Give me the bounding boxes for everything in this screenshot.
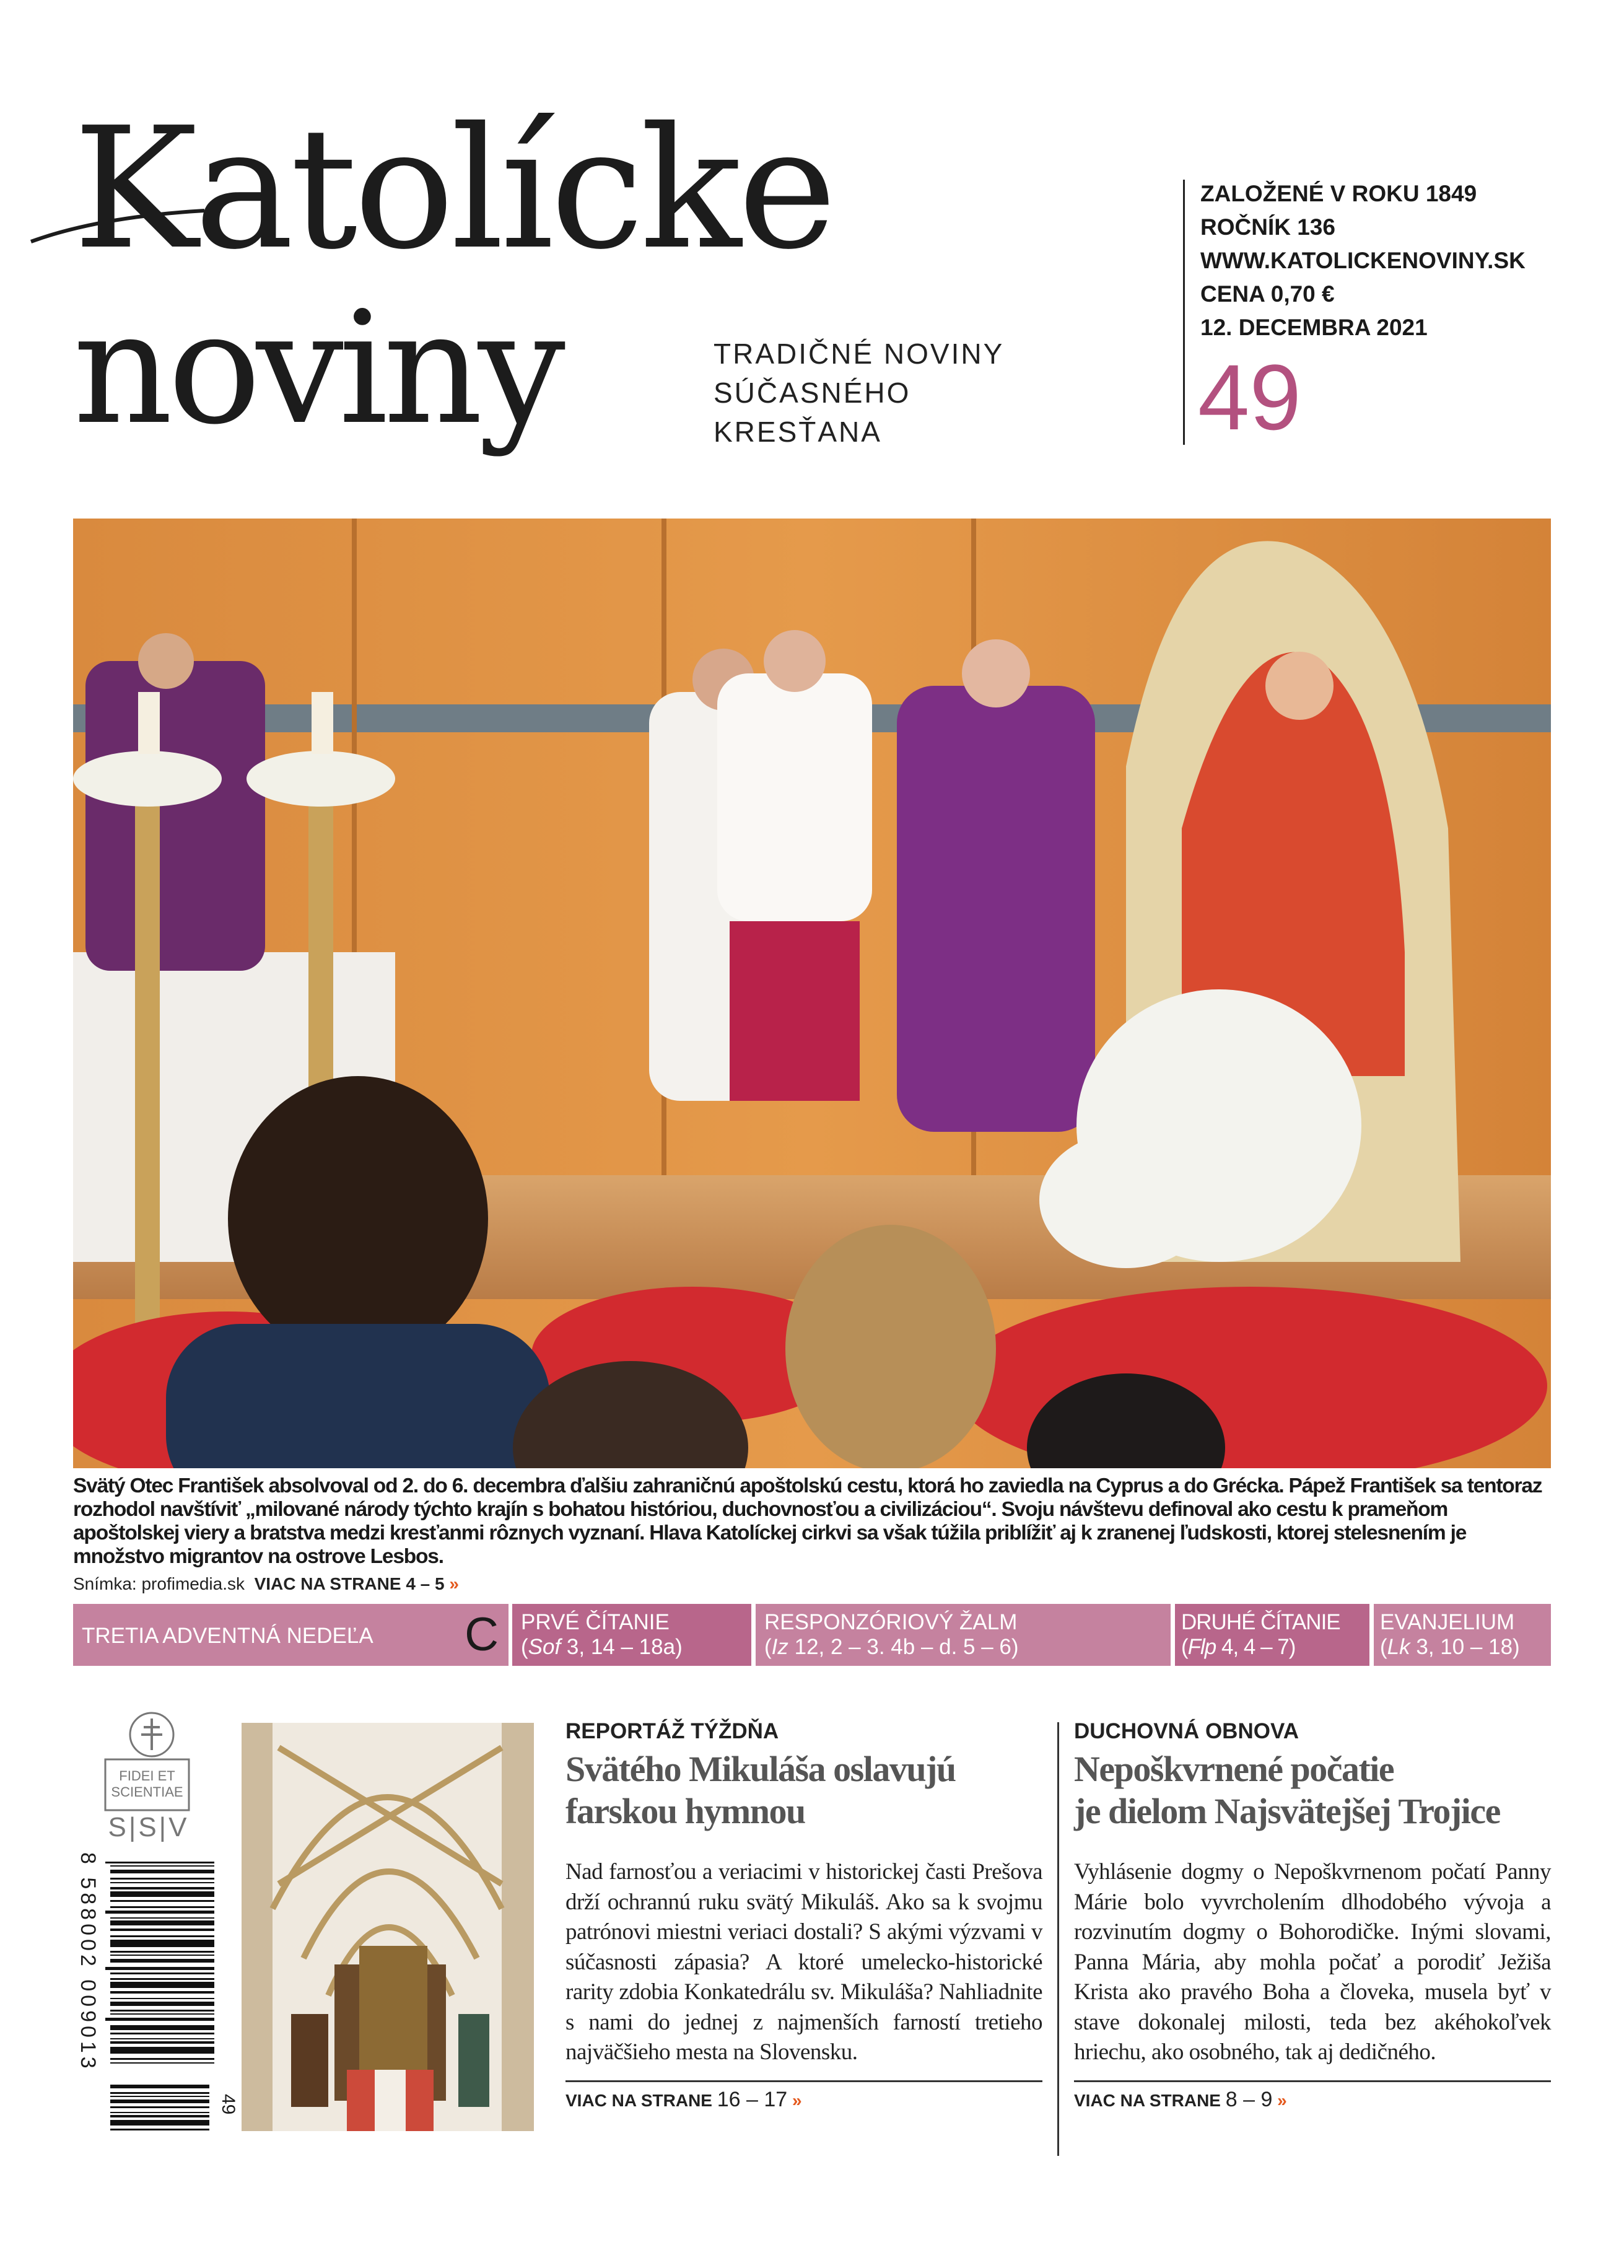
article-kicker: DUCHOVNÁ OBNOVA [1074,1719,1299,1743]
chevron-right-icon: » [1277,2090,1287,2110]
more-pages: 8 – 9 [1225,2087,1273,2111]
barcode-bar [110,1891,214,1897]
barcode-bar [110,2106,209,2108]
reading-book: Lk [1387,1635,1410,1659]
cover-caption: Svätý Otec František absolvoval od 2. do 6. decembra ďalšiu zahraničnú apoštolskú cestu, ktorá ho zaviedla na Cyprus a do Grécka. Pápež František sa tentoraz rozhodol navštíviť „milované národy týchto krajín s bohatou históriou, duchovnosťou a civilizáciou“. Svoju návštevu definoval ako cestu k prameňom apoštolskej viery a bratstva medzi kresťanmi rôznych vyznaní. Hlava Katolíckej cirkvi sa však túžila priblížiť aj k zranenej ľudskosti, ktorej stelesnením je množstvo migrantov na ostrove Lesbos. [73,1474,1542,1568]
article-2-more-link[interactable] [1074,2087,1551,2113]
headline-line: je dielom Najsvätejšej Trojice [1074,1791,1500,1831]
barcode-bar [105,1862,214,1863]
column-divider [1057,1722,1059,2156]
tagline-line: SÚČASNÉHO [714,377,911,409]
article-body: Vyhlásenie dogmy o Nepoškvrnenom počatí Panny Márie bolo vyvrcholením dlhodobého vývoja a rozvinutím dogmy o Bohorodičke. Inými slovami, Panna Mária, aby mohla počať a porodiť Ježiša Krista ako pravého Boha a človeka, musela byť v stave dokonalej milosti, teda bez akéhokoľvek hriechu, ako osobného, tak aj dedičného. [1074,1859,1551,2065]
cathedral-photo [242,1723,534,2131]
barcode-bar [110,1878,214,1880]
barcode-bar [110,1982,214,1988]
article-2 [1074,1719,1551,2113]
barcode-bar [110,1920,214,1925]
barcode-bar [110,1940,214,1947]
publisher-seal [99,1710,198,1843]
reading-label: EVANJELIUM [1380,1610,1515,1634]
reading-label: PRVÉ ČÍTANIE [521,1610,670,1634]
barcode-digits-wrap [74,1852,99,2125]
barcode-addon: 49 [218,2094,238,2115]
barcode-bar [110,1900,214,1902]
cover-photo [73,519,1551,1468]
barcode-bar [105,1911,214,1914]
tagline [714,335,1004,452]
barcode-bar [110,1951,214,1953]
rule [565,2080,1042,2082]
barcode-bar [110,2010,214,2012]
barcode-bar [110,1998,214,1999]
divider [1183,180,1185,445]
reading-gospel: EVANJELIUM (Lk 3, 10 – 18) [1374,1604,1551,1666]
reading-book: Iz [771,1635,788,1659]
barcode-bar [110,2112,209,2113]
barcode-bar [110,1935,214,1937]
barcode-bar [110,1959,214,1963]
more-label: VIAC NA STRANE [1074,2090,1221,2110]
price-text: CENA 0,70 € [1200,281,1335,307]
barcode-bar [110,1978,214,1980]
barcode-bar [110,2041,214,2044]
tagline-line: TRADIČNÉ NOVINY [714,338,1005,370]
chevron-right-icon: » [449,1574,459,1593]
article-headline[interactable] [565,1748,1042,1832]
barcode-bar [110,1929,214,1931]
credit-text: Snímka: profimedia.sk [73,1574,245,1593]
barcode-addon-wrap [218,2094,238,2131]
sunday-segment [73,1604,509,1666]
reading-ref: 4, 4 – 7 [1216,1635,1289,1659]
reading-book: Sof [528,1635,561,1659]
headline-line: Nepoškvrnené počatie [1074,1749,1394,1789]
barcode-bar [110,2129,209,2130]
barcode-bar [110,1865,214,1867]
headline-line: farskou hymnou [565,1791,805,1831]
seal-text: FIDEI ET [119,1768,175,1784]
barcode-bar [105,2018,214,2021]
article-1-more-link[interactable] [565,2087,1042,2113]
barcode-bar [110,2120,209,2126]
liturgical-cycle: C [465,1608,499,1661]
seal-letters: S|S|V [108,1812,190,1842]
founded-text: ZALOŽENÉ V ROKU 1849 [1200,181,1477,206]
reading-first: PRVÉ ČÍTANIE (Sof 3, 14 – 18a) [512,1604,751,1666]
volume-text: ROČNÍK 136 [1200,214,1335,240]
barcode-bar [110,2002,214,2006]
barcode-bar [110,2058,214,2060]
barcode-bar [110,1870,214,1873]
website-link[interactable]: WWW.KATOLICKENOVINY.SK [1200,248,1526,273]
article-body: Nad farnosťou a veriacimi v historickej časti Prešova drží ochrannú ruku svätý Mikuláš. Ako sa k svojmu patrónovi miestni veriaci dostali? S akými výzvami v súčasnosti zápasia? A ktoré umelecko-historické rarity zdobia Konkatedrálu sv. Mikuláša? Nahliadnite s nami do jednej z najmenších farností tretieho najväčšieho mesta na Slovensku. [565,1859,1042,2065]
masthead-info [1200,177,1526,344]
tagline-line: KRESŤANA [714,416,882,448]
more-pages: 16 – 17 [717,2087,788,2111]
sunday-label: TRETIA ADVENTNÁ NEDEĽA [82,1624,373,1648]
barcode-bar [110,2085,209,2088]
reading-label: DRUHÉ ČÍTANIE [1181,1610,1340,1634]
reading-label: RESPONZÓRIOVÝ ŽALM [764,1610,1018,1634]
barcode-bar [110,2013,214,2015]
barcode [105,1862,214,2131]
barcode-bar [110,2033,214,2034]
barcode-bar [110,1955,214,1956]
issue-number: 49 [1198,345,1301,449]
masthead-title-line2: noviny [73,278,561,458]
barcode-bar [110,2038,214,2039]
barcode-bar [110,1887,214,1889]
headline-line: Svätého Mikuláša oslavujú [565,1749,956,1789]
reading-book: Flp [1187,1635,1216,1659]
photo-credit [73,1574,459,1595]
cover-more-link[interactable]: VIAC NA STRANE 4 – 5 [254,1574,445,1593]
barcode-bar [110,1917,214,1919]
reading-ref: 12, 2 – 3. 4b – d. 5 – 6 [788,1635,1011,1659]
logo-swash-icon [25,204,211,254]
article-1 [565,1719,1042,2113]
barcode-digits: 8 588002 009013 [76,1852,100,2072]
reading-ref: 3, 14 – 18a [561,1635,676,1659]
more-label: VIAC NA STRANE [565,2090,712,2110]
reading-second: DRUHÉ ČÍTANIE (Flp 4, 4 – 7) [1175,1604,1369,1666]
seal-text: SCIENTIAE [111,1784,183,1800]
barcode-bar [110,2099,209,2103]
rule [1074,2080,1551,2082]
barcode-bar [110,1972,214,1974]
barcode-bar [110,1991,214,1994]
article-kicker: REPORTÁŽ TÝŽDŇA [565,1719,779,1743]
article-headline[interactable] [1074,1748,1551,1832]
barcode-bar [110,2096,209,2097]
barcode-bar [110,2092,209,2094]
chevron-right-icon: » [792,2090,802,2110]
masthead-title-line1: Katolícke [73,91,834,286]
barcode-bar [110,1906,214,1908]
barcode-bar [110,2025,214,2030]
barcode-bar [110,1882,214,1883]
liturgy-bar [73,1604,1551,1666]
barcode-bar [110,2047,214,2054]
barcode-bar [105,1967,214,1970]
reading-psalm: RESPONZÓRIOVÝ ŽALM (Iz 12, 2 – 3. 4b – d. 5 – 6) [756,1604,1171,1666]
date-text: 12. DECEMBRA 2021 [1200,315,1428,340]
barcode-bar [110,2115,209,2117]
barcode-bar [110,2062,214,2064]
reading-ref: 3, 10 – 18 [1410,1635,1513,1659]
